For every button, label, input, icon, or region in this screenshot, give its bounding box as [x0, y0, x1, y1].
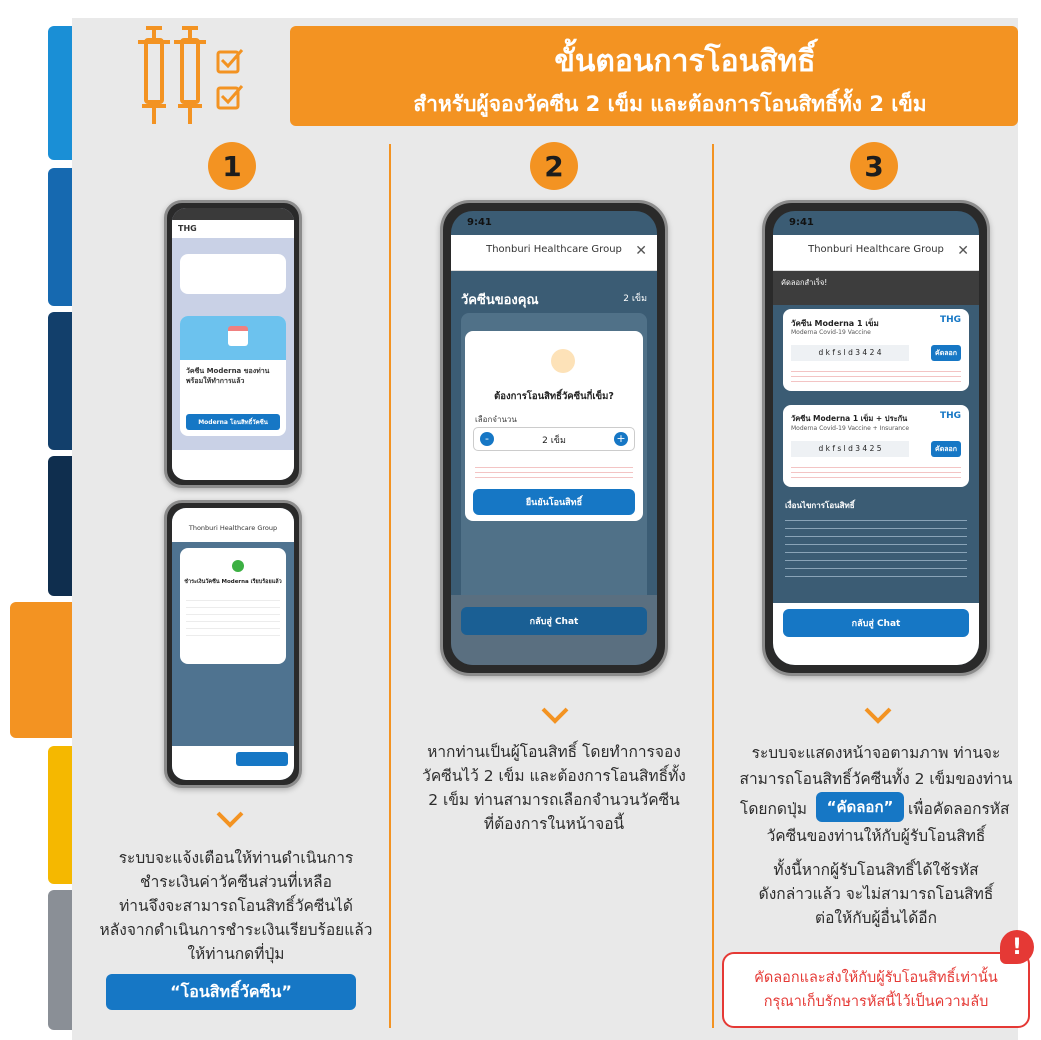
step-number-2: 2: [530, 142, 578, 190]
checkbox-icon: [218, 86, 242, 108]
syringe-icon: [138, 26, 170, 124]
dialog-title: ต้องการโอนสิทธิ์วัคซีนกี่เข็ม?: [494, 391, 614, 402]
success-banner: [773, 271, 979, 305]
close-icon[interactable]: ✕: [635, 243, 647, 259]
side-tab-7: [48, 890, 74, 1030]
chevron-down-icon: [215, 804, 245, 834]
desc-line: วัคซีนไว้ 2 เข็ม และต้องการโอนสิทธิ์ทั้ง: [422, 767, 686, 785]
desc-line: ท่านจึงจะสามารถโอนสิทธิ์วัคซีนได้: [119, 897, 353, 915]
calendar-icon: [228, 326, 248, 346]
thg-logo: THG: [939, 315, 961, 325]
check-icon: [232, 560, 244, 572]
step-2-description: [404, 740, 704, 836]
quantity-value: 2 เข็ม: [542, 436, 566, 446]
side-tab-6: [48, 746, 74, 884]
vaccine-code: d k f s l d 3 4 2 5: [791, 441, 909, 457]
phone-mockup: [164, 200, 302, 488]
card-subtitle: Moderna Covid-19 Vaccine + Insurance: [791, 425, 910, 432]
step-3-description: [726, 740, 1026, 792]
conditions-title: เงื่อนไขการโอนสิทธิ์: [785, 501, 855, 510]
desc-line: ระบบจะแสดงหน้าจอตามภาพ ท่านจะ: [751, 744, 1001, 762]
phone-mockup: [762, 200, 990, 676]
header-icon-box: [72, 18, 290, 130]
app-name: Thonburi Healthcare Group: [486, 244, 622, 255]
step-number-3: 3: [850, 142, 898, 190]
copy-chip-button[interactable]: “คัดลอก”: [816, 792, 904, 822]
payment-card: [180, 548, 286, 664]
note-line: ทั้งนี้หากผู้รับโอนสิทธิ์ได้ใช้รหัส: [773, 861, 979, 879]
chat-card: [180, 254, 286, 294]
chat-card: [180, 316, 286, 436]
app-name: Thonburi Healthcare Group: [188, 524, 278, 532]
note-line: ดังกล่าวแล้ว จะไม่สามารถโอนสิทธิ์: [758, 885, 994, 903]
desc-line-copy: [726, 792, 1026, 822]
vaccine-count: 2 เข็ม: [623, 294, 647, 304]
quantity-stepper[interactable]: [473, 427, 635, 451]
chevron-down-icon: [540, 700, 570, 730]
dialog-label: เลือกจำนวน: [475, 415, 517, 424]
vaccine-code: d k f s l d 3 4 2 4: [791, 345, 909, 361]
footer-button[interactable]: [236, 752, 288, 766]
syringe-icon: [174, 26, 206, 124]
desc-line: หากท่านเป็นผู้โอนสิทธิ์ โดยทำการจอง: [427, 743, 681, 761]
copy-button[interactable]: คัดลอก: [931, 345, 961, 361]
transfer-vaccine-button[interactable]: Moderna โอนสิทธิ์วัคซีน: [186, 414, 280, 430]
warning-line: คัดลอกและส่งให้กับผู้รับโอนสิทธิ์เท่านั้น: [754, 970, 998, 986]
desc-post-text: เพื่อคัดลอกรหัส: [908, 800, 1010, 818]
copy-button[interactable]: คัดลอก: [931, 441, 961, 457]
desc-line: ให้ท่านกดที่ปุ่ม: [187, 945, 285, 963]
plus-button[interactable]: +: [614, 432, 628, 446]
transfer-dialog: [465, 331, 643, 521]
card-title: ชำระเงินวัคซีน Moderna เรียบร้อยแล้ว: [184, 579, 282, 585]
step-3-note: [726, 858, 1026, 930]
close-icon[interactable]: ✕: [957, 243, 969, 259]
side-tab-1: [48, 26, 74, 160]
desc-pre-text: โดยกดปุ่ม: [740, 800, 807, 818]
desc-line: สามารถโอนสิทธิ์วัคซีนทั้ง 2 เข็มของท่าน: [739, 770, 1013, 788]
desc-line: หลังจากดำเนินการชำระเงินเรียบร้อยแล้ว: [99, 921, 373, 939]
status-time: 9:41: [789, 217, 814, 228]
app-name: Thonburi Healthcare Group: [808, 244, 944, 255]
side-tab-4: [48, 456, 74, 596]
checkbox-icon: [218, 50, 242, 72]
exclamation-icon: !: [1000, 930, 1034, 964]
desc-line: ที่ต้องการในหน้าจอนี้: [483, 815, 625, 833]
card-title: วัคซีน Moderna 1 เข็ม: [791, 319, 879, 328]
back-to-chat-button[interactable]: กลับสู่ Chat: [783, 609, 969, 637]
phone-mockup: [164, 500, 302, 788]
step-number-1: 1: [208, 142, 256, 190]
vaccine-code-card-2: [783, 405, 969, 487]
warning-line: กรุณาเก็บรักษารหัสนี้ไว้เป็นความลับ: [763, 994, 989, 1010]
vaccine-code-card-1: [783, 309, 969, 391]
confirm-transfer-button[interactable]: ยืนยันโอนสิทธิ์: [473, 489, 635, 515]
minus-button[interactable]: -: [480, 432, 494, 446]
app-name: THG: [178, 224, 197, 233]
chevron-down-icon: [863, 700, 893, 730]
warning-box: [722, 952, 1030, 1028]
card-title: วัคซีน Moderna ของท่าน พร้อมให้ทำการแล้ว: [186, 367, 270, 385]
desc-line: ระบบจะแจ้งเตือนให้ท่านดำเนินการ: [118, 849, 354, 867]
banner-title: คัดลอกสำเร็จ!: [781, 278, 828, 287]
thg-logo: THG: [939, 411, 961, 421]
note-line: ต่อให้กับผู้อื่นได้อีก: [815, 909, 937, 927]
desc-line: ชำระเงินค่าวัคซีนส่วนที่เหลือ: [140, 873, 332, 891]
page-subtitle: สำหรับผู้จองวัคซีน 2 เข็ม และต้องการโอนสิทธิ์ทั้ง 2 เข็ม: [413, 92, 927, 116]
step-1-description: [96, 846, 376, 966]
desc-line: วัคซีนของท่านให้กับผู้รับโอนสิทธิ์: [766, 827, 986, 845]
card-subtitle: Moderna Covid-19 Vaccine: [791, 329, 871, 336]
column-divider: [389, 144, 391, 1028]
phone-mockup: [440, 200, 668, 676]
syringe-icon: [551, 349, 575, 373]
page-title: ขั้นตอนการโอนสิทธิ์: [554, 44, 816, 79]
side-tab-3: [48, 312, 74, 450]
section-title: วัคซีนของคุณ: [461, 293, 539, 308]
card-title: วัคซีน Moderna 1 เข็ม + ประกัน: [791, 414, 908, 423]
column-divider: [712, 144, 714, 1028]
back-to-chat-button[interactable]: กลับสู่ Chat: [461, 607, 647, 635]
side-tab-2: [48, 168, 74, 306]
status-time: 9:41: [467, 217, 492, 228]
transfer-vaccine-label-button[interactable]: “โอนสิทธิ์วัคซีน”: [106, 974, 356, 1010]
side-tab-5: [10, 602, 74, 738]
desc-line: 2 เข็ม ท่านสามารถเลือกจำนวนวัคซีน: [428, 791, 680, 809]
